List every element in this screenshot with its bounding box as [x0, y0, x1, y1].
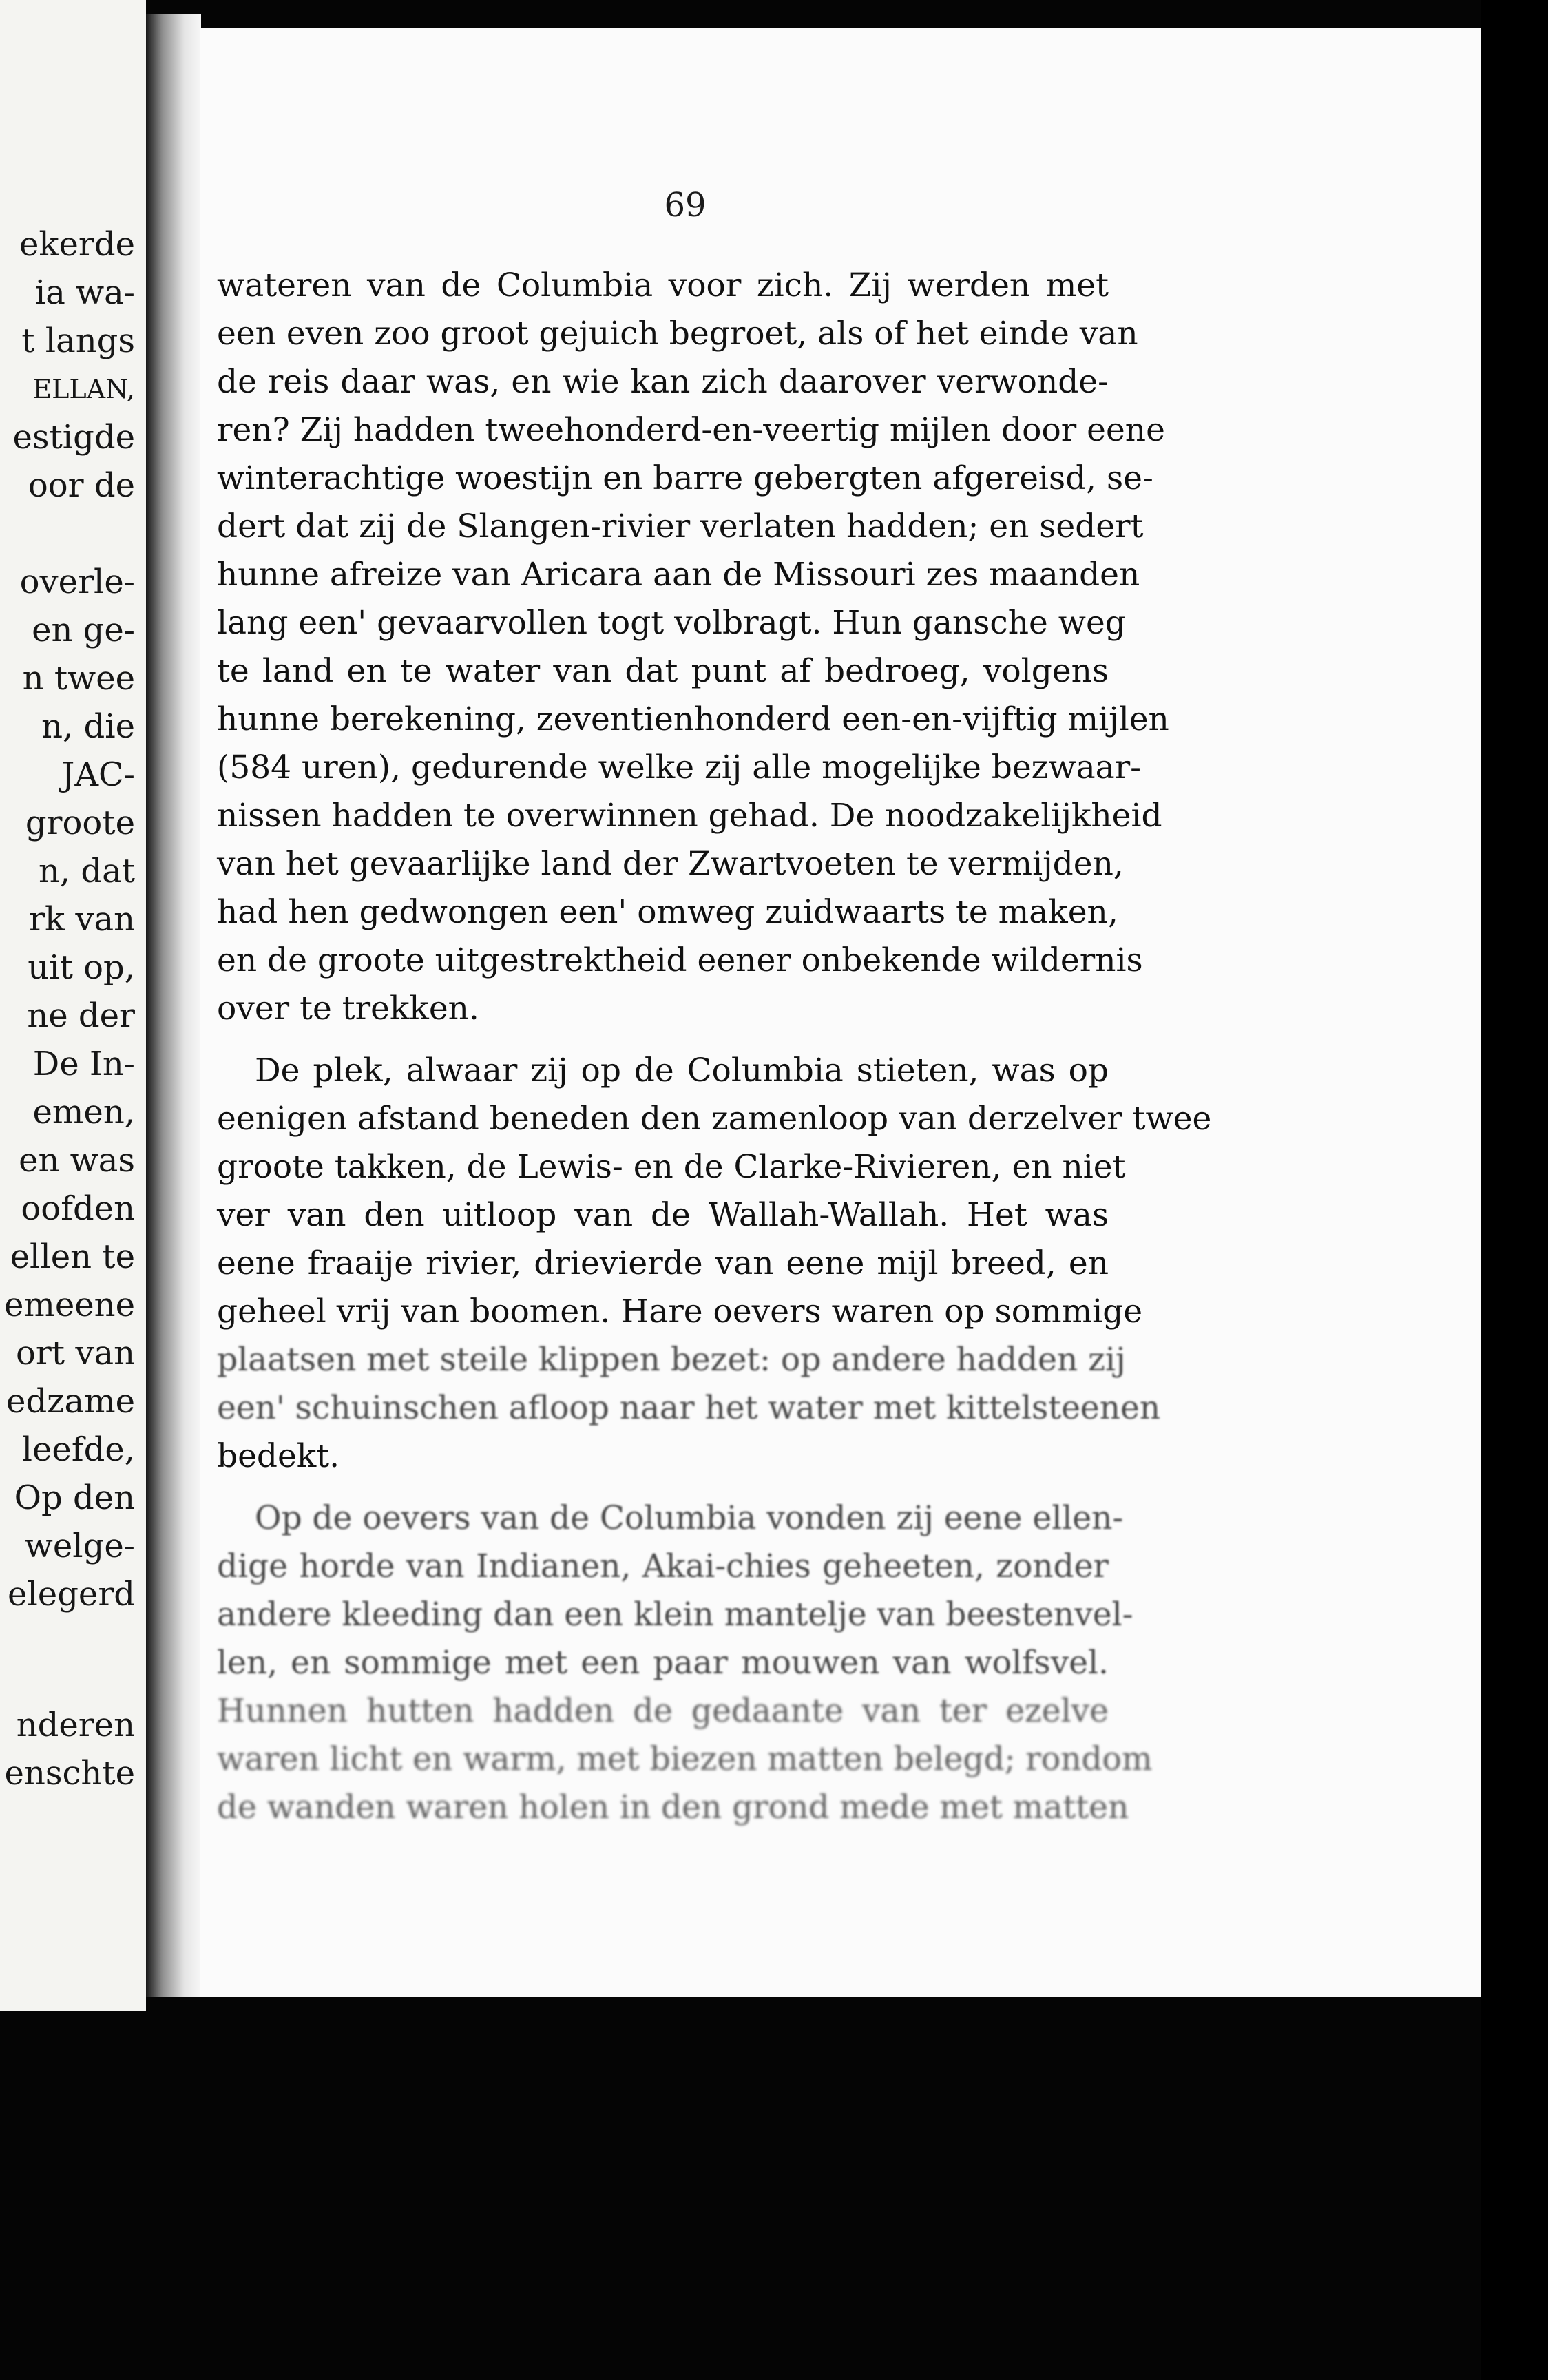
text-line: van het gevaarlijke land der Zwartvoeten te vermijden,: [217, 845, 1124, 883]
text-line: waren licht en warm, met biezen matten belegd; rondom: [217, 1740, 1153, 1778]
text-line: en de groote uitgestrektheid eener onbekende wildernis: [217, 941, 1143, 979]
left-page-line: ELLAN,: [32, 374, 135, 404]
left-page-line: en was: [19, 1141, 135, 1180]
left-page-line: leefde,: [21, 1430, 135, 1469]
text-line: winterachtige woestijn en barre gebergten afgereisd, se-: [217, 459, 1153, 497]
left-page-line: emen,: [32, 1093, 135, 1131]
text-line: dige horde van Indianen, Akai-chies geheeten, zonder: [217, 1547, 1109, 1585]
text-line: eene fraaije rivier, drievierde van eene mijl breed, en: [217, 1244, 1109, 1282]
left-page-line: emeene: [3, 1286, 135, 1324]
left-page-line: ort van: [15, 1334, 135, 1372]
text-line: wateren van de Columbia voor zich. Zij werden met: [217, 267, 1109, 304]
text-line: Op de oevers van de Columbia vonden zij eene ellen-: [255, 1499, 1124, 1537]
left-page-line: ia wa-: [34, 273, 135, 312]
left-page-line: oofden: [21, 1189, 135, 1228]
text-line: Hunnen hutten hadden de gedaante van ter ezelve: [217, 1692, 1109, 1730]
left-page-line: welge-: [24, 1527, 135, 1565]
left-page-line: oor de: [28, 466, 135, 505]
left-page-line: uit op,: [28, 948, 135, 987]
left-page-line: JAC-: [61, 755, 135, 794]
scan-border-right: [1481, 0, 1548, 2380]
text-line: (584 uren), gedurende welke zij alle mogelijke bezwaar-: [217, 749, 1142, 786]
text-line: len, en sommige met een paar mouwen van wolfsvel.: [217, 1644, 1109, 1682]
book-gutter: [146, 14, 201, 1997]
text-line: dert dat zij de Slangen-rivier verlaten hadden; en sedert: [217, 508, 1144, 545]
left-page-line: nderen: [16, 1706, 135, 1744]
text-line: een' schuinschen afloop naar het water met kittelsteenen: [217, 1389, 1161, 1427]
text-line: hunne berekening, zeventienhonderd een-en-vijftig mijlen: [217, 700, 1169, 738]
left-page-line: overle-: [19, 563, 135, 601]
text-line: te land en te water van dat punt af bedroeg, volgens: [217, 652, 1109, 690]
text-line: ren? Zij hadden tweehonderd-en-veertig mijlen door eene: [217, 411, 1165, 449]
text-line: plaatsen met steile klippen bezet: op andere hadden zij: [217, 1341, 1126, 1379]
text-line: een even zoo groot gejuich begroet, als of het einde van: [217, 315, 1138, 353]
text-line: de wanden waren holen in den grond mede met matten: [217, 1788, 1129, 1826]
left-page-line: n, dat: [38, 852, 135, 890]
text-line: eenigen afstand beneden den zamenloop van derzelver twee: [217, 1100, 1212, 1138]
left-page-edge: [0, 0, 146, 2011]
text-line: De plek, alwaar zij op de Columbia stieten, was op: [255, 1052, 1109, 1089]
text-line: ver van den uitloop van de Wallah-Wallah. Het was: [217, 1196, 1109, 1234]
text-line: groote takken, de Lewis- en de Clarke-Rivieren, en niet: [217, 1148, 1126, 1186]
text-line: had hen gedwongen een' omweg zuidwaarts te maken,: [217, 893, 1118, 931]
left-page-line: n twee: [22, 659, 135, 698]
text-line: nissen hadden te overwinnen gehad. De noodzakelijkheid: [217, 797, 1162, 835]
left-page-line: ellen te: [10, 1238, 135, 1276]
left-page-line: ekerde: [19, 225, 135, 264]
left-page-line: edzame: [6, 1382, 135, 1421]
left-page-line: rk van: [29, 900, 135, 939]
text-line: hunne afreize van Aricara aan de Missouri zes maanden: [217, 556, 1140, 594]
left-page-line: n, die: [41, 707, 135, 746]
left-page-line: ne der: [27, 996, 135, 1035]
left-page-line: groote: [25, 804, 135, 842]
text-line: de reis daar was, en wie kan zich daarover verwonde-: [217, 363, 1109, 401]
text-line: andere kleeding dan een klein mantelje van beestenvel-: [217, 1596, 1133, 1633]
left-page-line: t langs: [21, 322, 135, 360]
page-number: 69: [664, 186, 707, 225]
left-page-line: enschte: [4, 1754, 135, 1793]
left-page-line: Op den: [14, 1479, 135, 1517]
text-line: over te trekken.: [217, 990, 479, 1027]
text-line: lang een' gevaarvollen togt volbragt. Hun gansche weg: [217, 604, 1126, 642]
left-page-line: en ge-: [32, 611, 135, 649]
left-page-line: elegerd: [8, 1575, 135, 1614]
text-line: geheel vrij van boomen. Hare oevers waren op sommige: [217, 1293, 1143, 1330]
left-page-line: estigde: [12, 418, 135, 457]
text-line: bedekt.: [217, 1437, 340, 1475]
left-page-line: De In-: [32, 1045, 135, 1083]
